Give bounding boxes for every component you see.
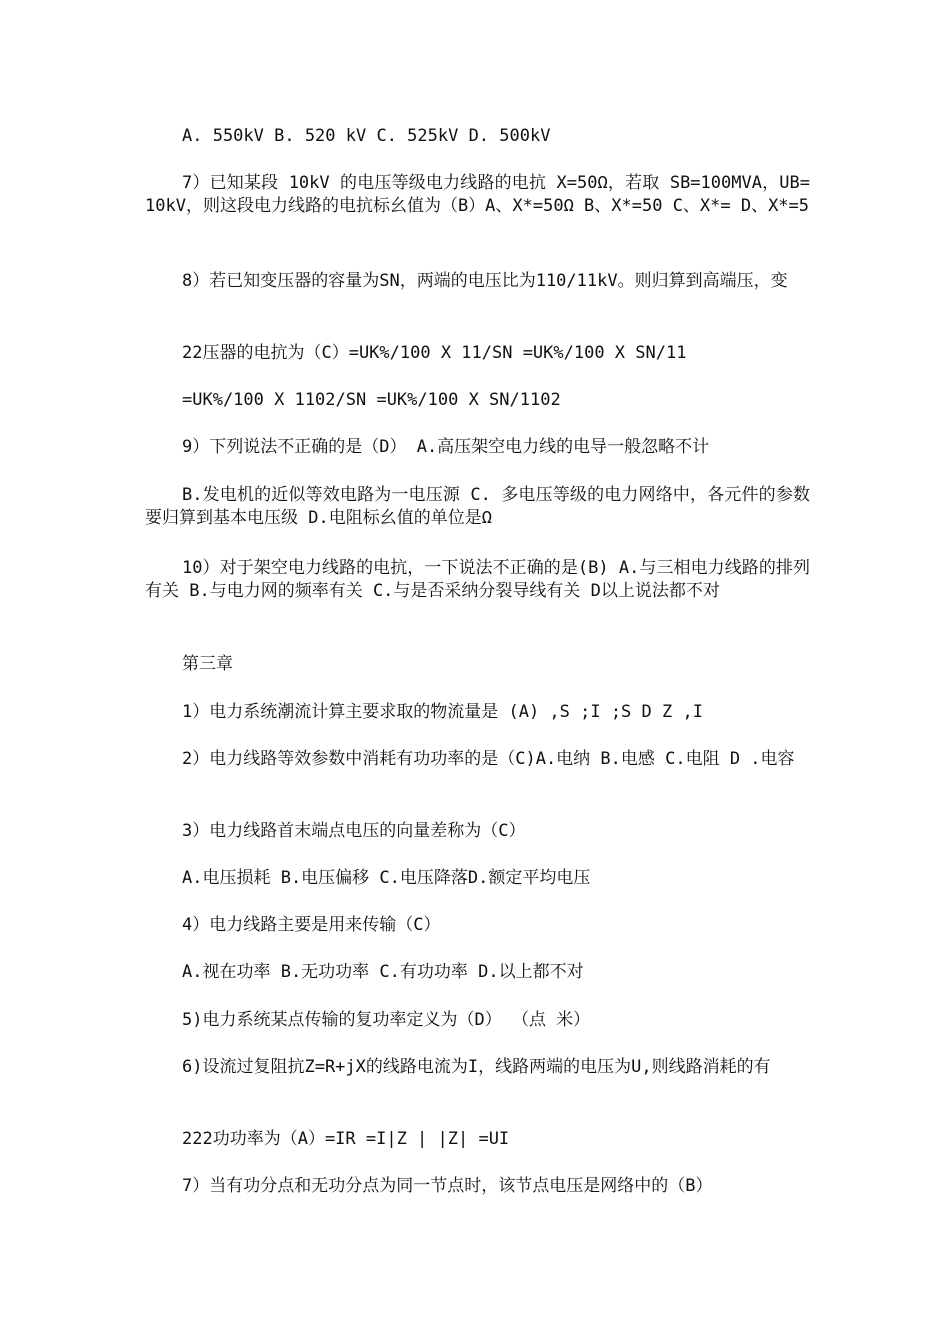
paragraph-ch3-q6-formula: 222功功率为（A）=IR =I|Z | |Z| =UI <box>182 1129 510 1149</box>
paragraph-ch3-q7: 7）当有功分点和无功分点为同一节点时，该节点电压是网络中的（B） <box>182 1176 713 1196</box>
paragraph-q7-reactance: 7）已知某段 10kV 的电压等级电力线路的电抗 X=50Ω，若取 SB=100MVA，UB=10kV，则这段电力线路的电抗标幺值为（B）A、X*=50Ω B、X*=50 C、X*= D、X*=5 <box>145 173 810 216</box>
paragraph-ch3-q3-options: A.电压损耗 B.电压偏移 C.电压降落D.额定平均电压 <box>182 868 591 888</box>
paragraph-ch3-q5: 5)电力系统某点传输的复功率定义为（D） （点 米） <box>182 1010 591 1030</box>
chapter-heading: 第三章 <box>182 654 233 674</box>
paragraph-options-voltage: A. 550kV B. 520 kV C. 525kV D. 500kV <box>182 126 551 146</box>
paragraph-ch3-q6: 6)设流过复阻抗Z=R+jX的线路电流为I，线路两端的电压为U,则线路消耗的有 <box>182 1057 771 1077</box>
paragraph-q9: 9）下列说法不正确的是（D） A.高压架空电力线的电导一般忽略不计 <box>182 437 710 457</box>
paragraph-ch3-q1: 1）电力系统潮流计算主要求取的物流量是 (A) ,S ;I ;S D Z ,I <box>182 702 703 722</box>
paragraph-q8-transformer: 8）若已知变压器的容量为SN，两端的电压比为110/11kV。则归算到高端压，变 <box>182 271 788 291</box>
paragraph-ch3-q4-options: A.视在功率 B.无功功率 C.有功功率 D.以上都不对 <box>182 962 584 982</box>
paragraph-q8-formula-2: =UK%/100 X 1102/SN =UK%/100 X SN/1102 <box>182 390 561 410</box>
paragraph-ch3-q4: 4）电力线路主要是用来传输（C） <box>182 915 441 935</box>
paragraph-ch3-q3: 3）电力线路首末端点电压的向量差称为（C） <box>182 821 526 841</box>
paragraph-q10: 10）对于架空电力线路的电抗，一下说法不正确的是(B) A.与三相电力线路的排列有关 B.与电力网的频率有关 C.与是否采纳分裂导线有关 D以上说法都不对 <box>145 558 810 601</box>
paragraph-ch3-q2: 2）电力线路等效参数中消耗有功功率的是（C)A.电纳 B.电感 C.电阻 D .电容 <box>182 749 795 769</box>
paragraph-q9-options: B.发电机的近似等效电路为一电压源 C. 多电压等级的电力网络中，各元件的参数要归算到基本电压级 D.电阻标幺值的单位是Ω <box>145 485 810 528</box>
paragraph-q8-formula-1: 22压器的电抗为（C）=UK%/100 X 11/SN =UK%/100 X SN/11 <box>182 343 687 363</box>
